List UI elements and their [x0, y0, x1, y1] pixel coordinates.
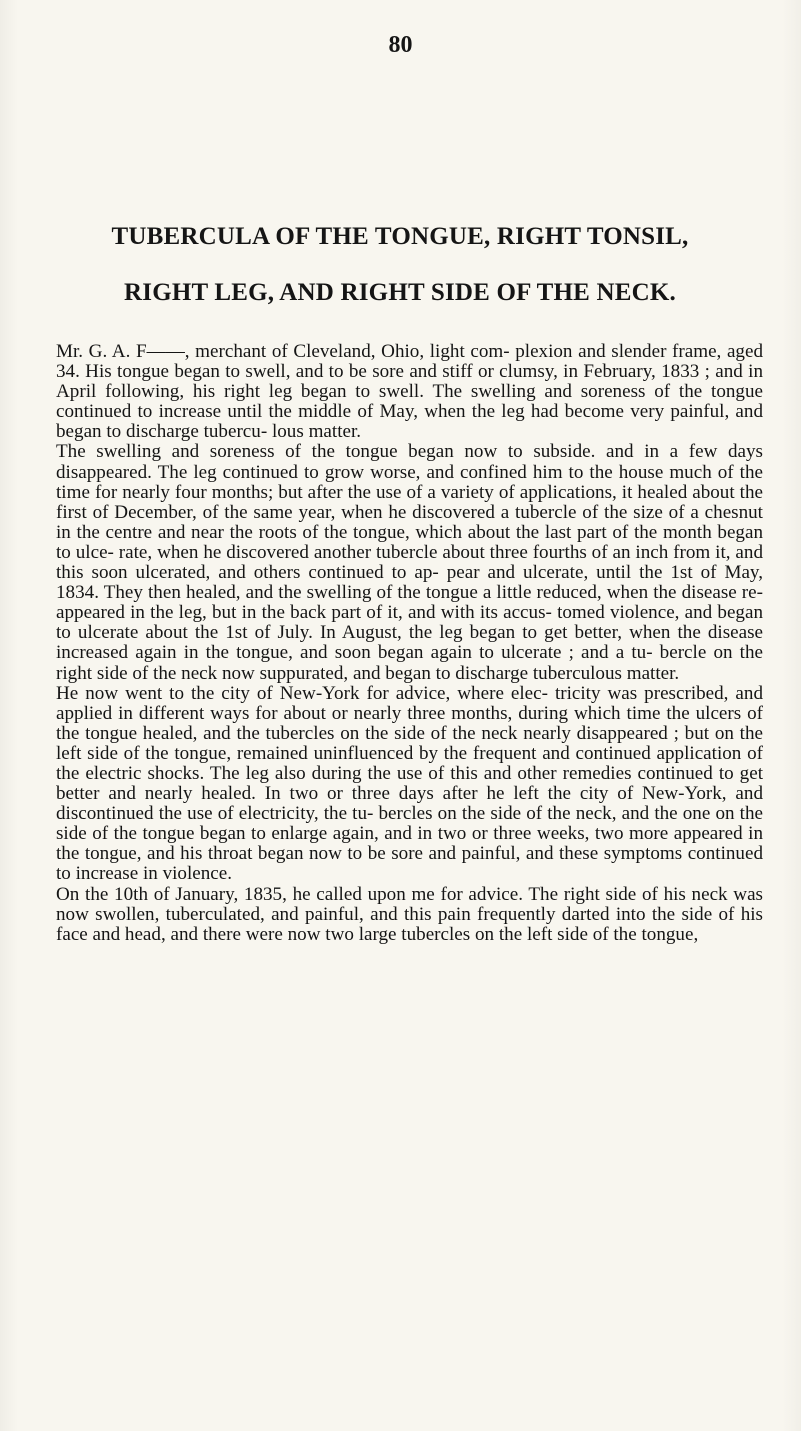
- heading-line-2: RIGHT LEG, AND RIGHT SIDE OF THE NECK.: [124, 279, 676, 306]
- paragraph-1: Mr. G. A. F——, merchant of Cleveland, Ohio, light com- plexion and slender frame, aged 34. His tongue began to swell, and to be sore and stiff or clumsy, in February, 1833 ; and in April following, his right leg began to swell. The swelling and soreness of the tongue continued to increase until the middle of May, when the leg had become very painful, and began to discharge tubercu- lous matter.: [56, 341, 763, 443]
- heading-line-1: TUBERCULA OF THE TONGUE, RIGHT TONSIL,: [111, 223, 689, 250]
- paragraph-2: The swelling and soreness of the tongue began now to subside. and in a few days disappeared. The leg continued to grow worse, and confined him to the house much of the time for nearly four months; but after the use of a variety of applications, it healed about the first of December, of the same year, when he discovered a tubercle of the size of a chesnut in the centre and near the roots of the tongue, which about the last part of the month began to ulce- rate, when he discovered another tubercle about three fourths of an inch from it, and this soon ulcerated, and others continued to ap- pear and ulcerate, until the 1st of May, 1834. They then healed, and the swelling of the tongue a little reduced, when the disease re-appeared in the leg, but in the back part of it, and with its accus- tomed violence, and began to ulcerate about the 1st of July. In August, the leg began to get better, when the disease increased again in the tongue, and soon began again to ulcerate ; and a tu- bercle on the right side of the neck now suppurated, and began to discharge tuberculous matter.: [56, 441, 763, 684]
- article-body: [56, 342, 763, 945]
- page-number: 80: [388, 32, 413, 58]
- paragraph-4: On the 10th of January, 1835, he called upon me for advice. The right side of his neck was now swollen, tuberculated, and painful, and this pain frequently darted into the side of his face and head, and there were now two large tubercles on the left side of the tongue,: [56, 883, 763, 945]
- paragraph-3: He now went to the city of New-York for advice, where elec- tricity was prescribed, and applied in different ways for about or nearly three months, during which time the ulcers of the tongue healed, and the tubercles on the side of the neck nearly disappeared ; but on the left side of the tongue, remained uninfluenced by the frequent and continued application of the electric shocks. The leg also during the use of this and other remedies continued to get better and nearly healed. In two or three days after he left the city of New-York, and discontinued the use of electricity, the tu- bercles on the side of the neck, and the one on the side of the tongue began to enlarge again, and in two or three weeks, two more appeared in the tongue, and his throat began now to be sore and painful, and these symptoms continued to increase in violence.: [56, 682, 763, 885]
